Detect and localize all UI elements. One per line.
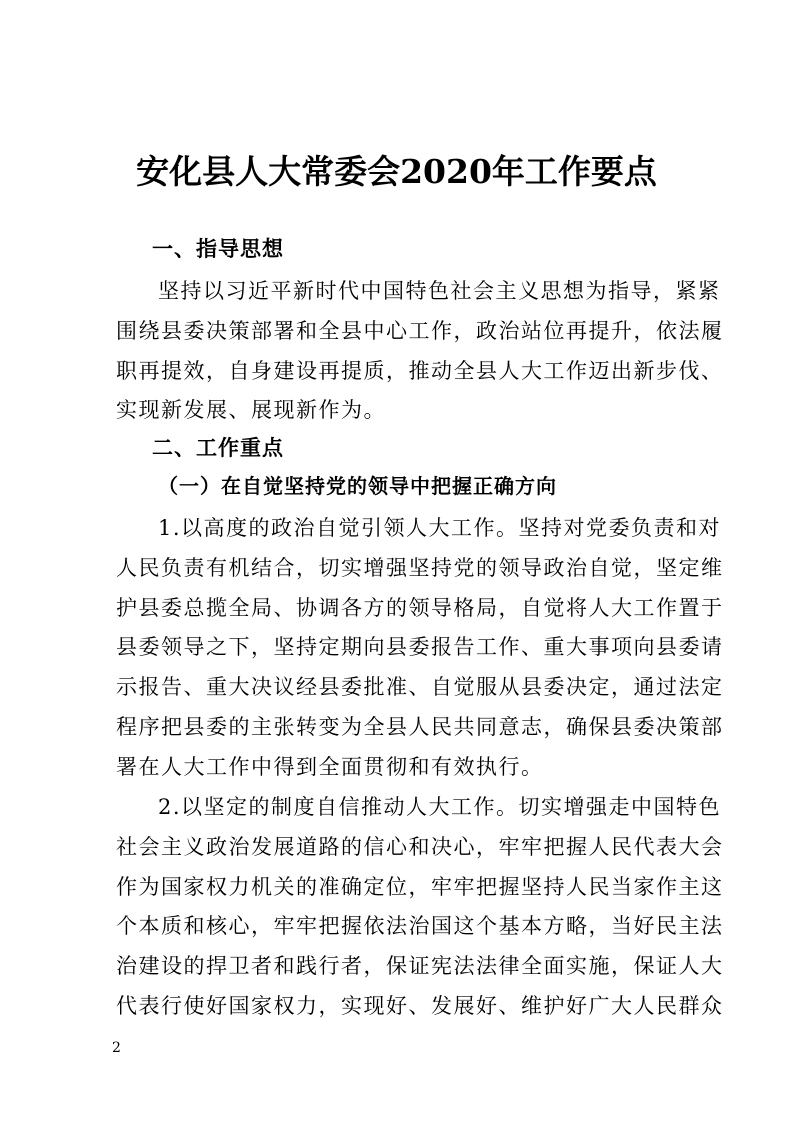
paragraph-line: 职再提效，自身建设再提质，推动全县人大工作迈出新步伐、 [116, 358, 724, 383]
paragraph-line: 人民负责有机结合，切实增强坚持党的领导政治自觉，坚定维 [116, 555, 724, 580]
paragraph-line: 1.以高度的政治自觉引领人大工作。坚持对党委负责和对 [158, 516, 722, 540]
paragraph-line: 坚持以习近平新时代中国特色社会主义思想为指导，紧紧 [158, 279, 721, 303]
paragraph-line: 程序把县委的主张转变为全县人民共同意志，确保县委决策部 [116, 714, 724, 739]
page-number: 2 [112, 1040, 121, 1056]
section-heading-guiding-ideology: 一、指导思想 [152, 237, 284, 261]
paragraph-line: 2.以坚定的制度自信推动人大工作。切实增强走中国特色 [158, 795, 722, 819]
paragraph-line: 代表行使好国家权力，实现好、发展好、维护好广大人民群众 [116, 993, 724, 1018]
paragraph-line: 社会主义政治发展道路的信心和决心，牢牢把握人民代表大会 [116, 834, 724, 859]
paragraph-line: 实现新发展、展现新作为。 [116, 398, 386, 423]
paragraph-line: 围绕县委决策部署和全县中心工作，政治站位再提升，依法履 [116, 318, 724, 343]
paragraph-line: 县委领导之下，坚持定期向县委报告工作、重大事项向县委请 [116, 635, 724, 660]
paragraph-line: 署在人大工作中得到全面贯彻和有效执行。 [116, 754, 544, 779]
paragraph-line: 治建设的捍卫者和践行者，保证宪法法律全面实施，保证人大 [116, 954, 724, 979]
work-item-2-paragraph [116, 788, 724, 1027]
paragraph-line: 作为国家权力机关的准确定位，牢牢把握坚持人民当家作主这 [116, 874, 724, 899]
section-heading-work-priorities: 二、工作重点 [152, 436, 284, 460]
paragraph-line: 示报告、重大决议经县委批准、自觉服从县委决定，通过法定 [116, 675, 724, 700]
work-item-1-paragraph [116, 509, 724, 788]
guiding-ideology-paragraph [116, 272, 724, 431]
document-title: 安化县人大常委会2020年工作要点 [136, 152, 657, 191]
paragraph-line: 个本质和核心，牢牢把握依法治国这个基本方略，当好民主法 [116, 914, 724, 939]
subsection-heading-party-leadership: （一）在自觉坚持党的领导中把握正确方向 [158, 474, 557, 498]
paragraph-line: 护县委总揽全局、协调各方的领导格局，自觉将人大工作置于 [116, 595, 724, 620]
